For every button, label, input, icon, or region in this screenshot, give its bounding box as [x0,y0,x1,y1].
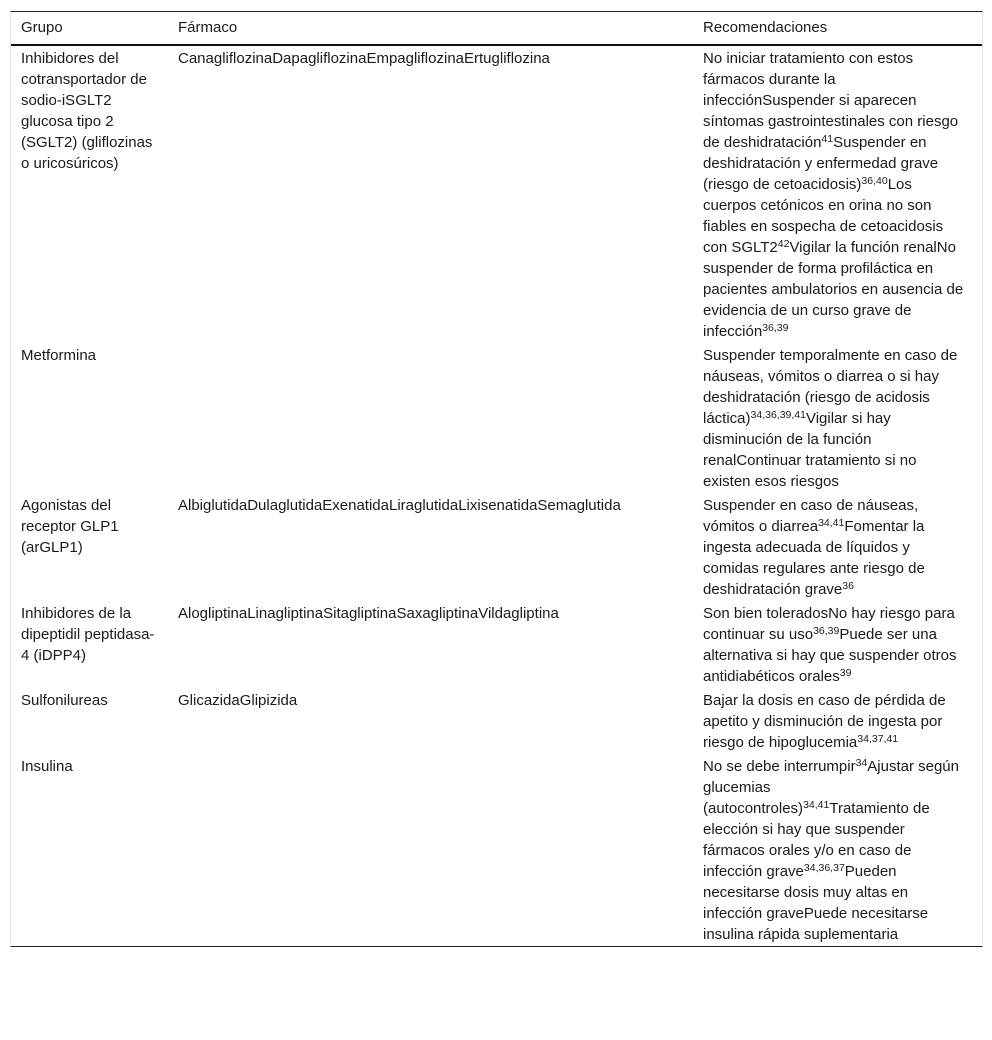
recommendation-text: Vigilar la función renalNo suspender de forma profiláctica en pacientes ambulatorios en ausencia de evidencia de un curso grave de infección [703,239,964,340]
cell-recomendaciones [693,754,982,946]
cell-farmaco: AlogliptinaLinagliptinaSitagliptinaSaxagliptinaVildagliptina [178,605,559,622]
drug-recommendations-table [11,12,982,946]
cell-farmaco [168,754,693,946]
recommendation-text: Vigilar si hay disminución de la función renalContinuar tratamiento si no existen esos riesgos [703,410,917,490]
cell-recomendaciones [693,45,982,343]
drug-recommendations-table-container [10,11,983,947]
reference-superscript[interactable]: 42 [777,238,790,250]
reference-superscript[interactable]: 36,39 [813,625,840,637]
table-row [11,493,982,601]
table-row [11,601,982,688]
reference-superscript[interactable]: 41 [821,133,834,145]
reference-superscript[interactable]: 36,39 [762,322,789,334]
cell-farmaco: CanagliflozinaDapagliflozinaEmpagliflozinaErtugliflozina [178,50,550,67]
reference-superscript[interactable]: 34,41 [818,517,845,529]
recommendation-text: No se debe interrumpir [703,758,856,775]
cell-grupo: Agonistas del receptor GLP1 (arGLP1) [21,497,119,556]
recommendation-text: Son bien toleradosNo hay riesgo para continuar su uso [703,605,955,643]
cell-recomendaciones [693,493,982,601]
cell-farmaco: GlicazidaGlipizida [178,692,298,709]
header-grupo: Grupo [11,12,168,45]
table-row [11,343,982,493]
recommendation-text: Suspender temporalmente en caso de náuseas, vómitos o diarrea o si hay deshidratación (riesgo de acidosis láctica) [703,347,958,427]
cell-farmaco [168,343,693,493]
recommendation-text: Suspender en deshidratación y enfermedad grave (riesgo de cetoacidosis) [703,134,939,193]
table-header-row [11,12,982,45]
cell-grupo: Inhibidores de la dipeptidil peptidasa-4 (iDPP4) [21,605,155,664]
reference-superscript[interactable]: 39 [839,667,852,679]
recommendation-text: Ajustar según glucemias (autocontroles) [703,758,959,817]
recommendation-text: Puede ser una alternativa si hay que suspender otros antidiabéticos orales [703,626,957,685]
recommendation-text: Los cuerpos cetónicos en orina no son fiables en sospecha de cetoacidosis con SGLT2 [703,176,944,256]
reference-superscript[interactable]: 34,41 [803,799,830,811]
recommendation-text: Suspender en caso de náuseas, vómitos o diarrea [703,497,919,535]
cell-grupo: Metformina [21,347,97,364]
cell-grupo: Sulfonilureas [21,692,108,709]
cell-grupo: Insulina [21,758,73,775]
reference-superscript[interactable]: 36 [842,580,854,592]
cell-recomendaciones [693,343,982,493]
reference-superscript[interactable]: 34 [855,757,868,769]
cell-recomendaciones [693,688,982,754]
cell-grupo: Inhibidores del cotransportador de sodio-iSGLT2 glucosa tipo 2 (SGLT2) (gliflozinas o uricosúricos) [21,50,153,172]
recommendation-text: Fomentar la ingesta adecuada de líquidos y comidas regulares ante riesgo de deshidratación grave [703,518,925,598]
recommendation-text: No iniciar tratamiento con estos fármacos durante la infecciónSuspender si aparecen síntomas gastrointestinales con riesgo de deshidratación [703,50,959,151]
header-farmaco: Fármaco [168,12,693,45]
recommendation-text: Tratamiento de elección si hay que suspender fármacos orales y/o en caso de infección grave [703,800,930,880]
recommendation-text: Pueden necesitarse dosis muy altas en infección gravePuede necesitarse insulina rápida suplementaria [703,863,929,943]
table-row [11,754,982,946]
cell-recomendaciones [693,601,982,688]
table-row [11,688,982,754]
cell-farmaco: AlbiglutidaDulaglutidaExenatidaLiraglutidaLixisenatidaSemaglutida [178,497,621,514]
reference-superscript[interactable]: 34,36,37 [803,862,845,874]
reference-superscript[interactable]: 34,37,41 [857,733,899,745]
reference-superscript[interactable]: 36,40 [861,175,888,187]
table-body [11,45,982,946]
reference-superscript[interactable]: 34,36,39,41 [750,409,806,421]
header-recomendaciones: Recomendaciones [693,12,982,45]
recommendation-text: Bajar la dosis en caso de pérdida de apetito y disminución de ingesta por riesgo de hipoglucemia [703,692,946,751]
table-row [11,45,982,343]
